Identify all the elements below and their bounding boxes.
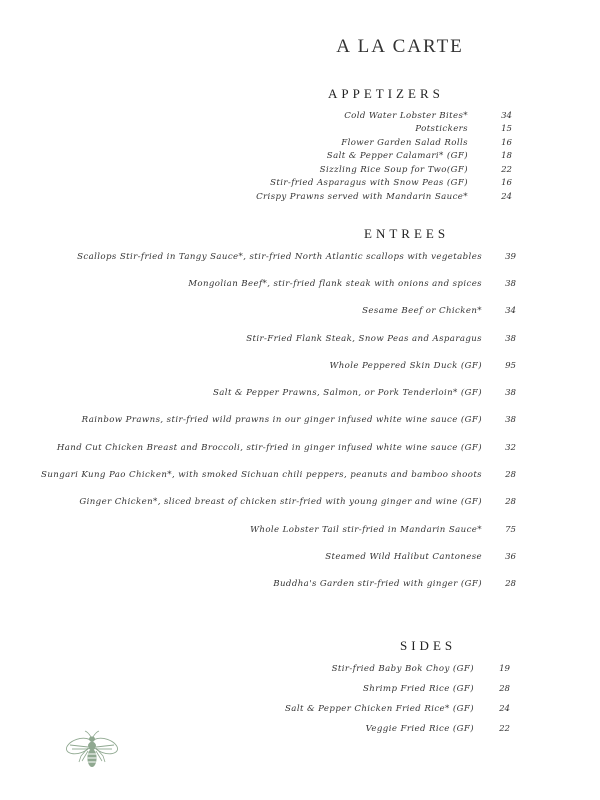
side-item (0, 704, 600, 716)
entree-name: Salt & Pepper Prawns, Salmon, or Pork Tenderloin* (GF) (212, 388, 482, 398)
entree-name: Buddha's Garden stir-fried with ginger (GF) (273, 579, 482, 589)
entree-item (0, 470, 600, 482)
entree-price: 32 (505, 443, 516, 453)
appetizer-item (0, 165, 600, 177)
menu-title: A LA CARTE (336, 36, 464, 57)
entree-name: Rainbow Prawns, stir-fried wild prawns in our ginger infused white wine sauce (GF) (81, 415, 482, 425)
entree-name: Sungari Kung Pao Chicken*, with smoked Sichuan chili peppers, peanuts and bamboo shoots (41, 470, 482, 480)
entree-item (0, 388, 600, 400)
entree-item (0, 415, 600, 427)
side-name: Veggie Fried Rice (GF) (365, 724, 474, 734)
entree-item (0, 579, 600, 591)
side-item (0, 664, 600, 676)
appetizer-price: 15 (501, 124, 512, 134)
entree-name: Mongolian Beef*, stir-fried flank steak with onions and spices (188, 279, 482, 289)
appetizer-name: Cold Water Lobster Bites* (344, 111, 468, 121)
sides-heading: SIDES (400, 638, 457, 653)
side-name: Salt & Pepper Chicken Fried Rice* (GF) (285, 704, 474, 714)
side-name: Stir-fried Baby Bok Choy (GF) (331, 664, 474, 674)
entree-price: 38 (505, 334, 516, 344)
entree-price: 28 (505, 579, 516, 589)
side-price: 19 (499, 664, 510, 674)
entree-name: Ginger Chicken*, sliced breast of chicken stir-fried with young ginger and wine (GF) (79, 497, 482, 507)
bee-icon (64, 726, 120, 774)
entree-name: Sesame Beef or Chicken* (362, 306, 482, 316)
entree-price: 28 (505, 470, 516, 480)
side-item (0, 684, 600, 696)
entrees-heading: ENTREES (364, 226, 450, 241)
entree-price: 38 (505, 388, 516, 398)
entree-price: 28 (505, 497, 516, 507)
entree-name: Steamed Wild Halibut Cantonese (325, 552, 482, 562)
entree-item (0, 361, 600, 373)
appetizer-item (0, 151, 600, 163)
appetizer-name: Potstickers (415, 124, 468, 134)
appetizer-item (0, 138, 600, 150)
entree-item (0, 525, 600, 537)
appetizer-name: Sizzling Rice Soup for Two(GF) (319, 165, 468, 175)
entree-name: Whole Peppered Skin Duck (GF) (329, 361, 482, 371)
entree-item (0, 279, 600, 291)
entree-name: Scallops Stir-fried in Tangy Sauce*, stir-fried North Atlantic scallops with vegetables (77, 252, 482, 262)
appetizer-name: Flower Garden Salad Rolls (341, 138, 468, 148)
entree-price: 39 (505, 252, 516, 262)
entree-name: Whole Lobster Tail stir-fried in Mandarin Sauce* (250, 525, 482, 535)
side-name: Shrimp Fried Rice (GF) (363, 684, 474, 694)
entree-item (0, 552, 600, 564)
side-price: 24 (499, 704, 510, 714)
entree-price: 36 (505, 552, 516, 562)
entree-price: 75 (505, 525, 516, 535)
entree-item (0, 306, 600, 318)
entree-price: 38 (505, 279, 516, 289)
side-price: 22 (499, 724, 510, 734)
entree-item (0, 443, 600, 455)
appetizer-name: Salt & Pepper Calamari* (GF) (326, 151, 468, 161)
side-price: 28 (499, 684, 510, 694)
entree-name: Hand Cut Chicken Breast and Broccoli, stir-fried in ginger infused white wine sauce (GF) (56, 443, 482, 453)
appetizer-name: Stir-fried Asparagus with Snow Peas (GF) (270, 178, 468, 188)
appetizers-heading: APPETIZERS (328, 86, 444, 101)
appetizer-item (0, 192, 600, 204)
appetizer-name: Crispy Prawns served with Mandarin Sauce* (256, 192, 468, 202)
appetizer-price: 34 (501, 111, 512, 121)
entree-price: 34 (505, 306, 516, 316)
appetizer-price: 22 (501, 165, 512, 175)
entree-name: Stir-Fried Flank Steak, Snow Peas and Asparagus (246, 334, 482, 344)
entree-price: 95 (505, 361, 516, 371)
entree-item (0, 497, 600, 509)
entree-item (0, 252, 600, 264)
appetizer-price: 16 (501, 138, 512, 148)
appetizer-price: 16 (501, 178, 512, 188)
entree-item (0, 334, 600, 346)
appetizer-item (0, 178, 600, 190)
appetizer-price: 24 (501, 192, 512, 202)
appetizer-item (0, 111, 600, 123)
entree-price: 38 (505, 415, 516, 425)
appetizer-item (0, 124, 600, 136)
appetizer-price: 18 (501, 151, 512, 161)
